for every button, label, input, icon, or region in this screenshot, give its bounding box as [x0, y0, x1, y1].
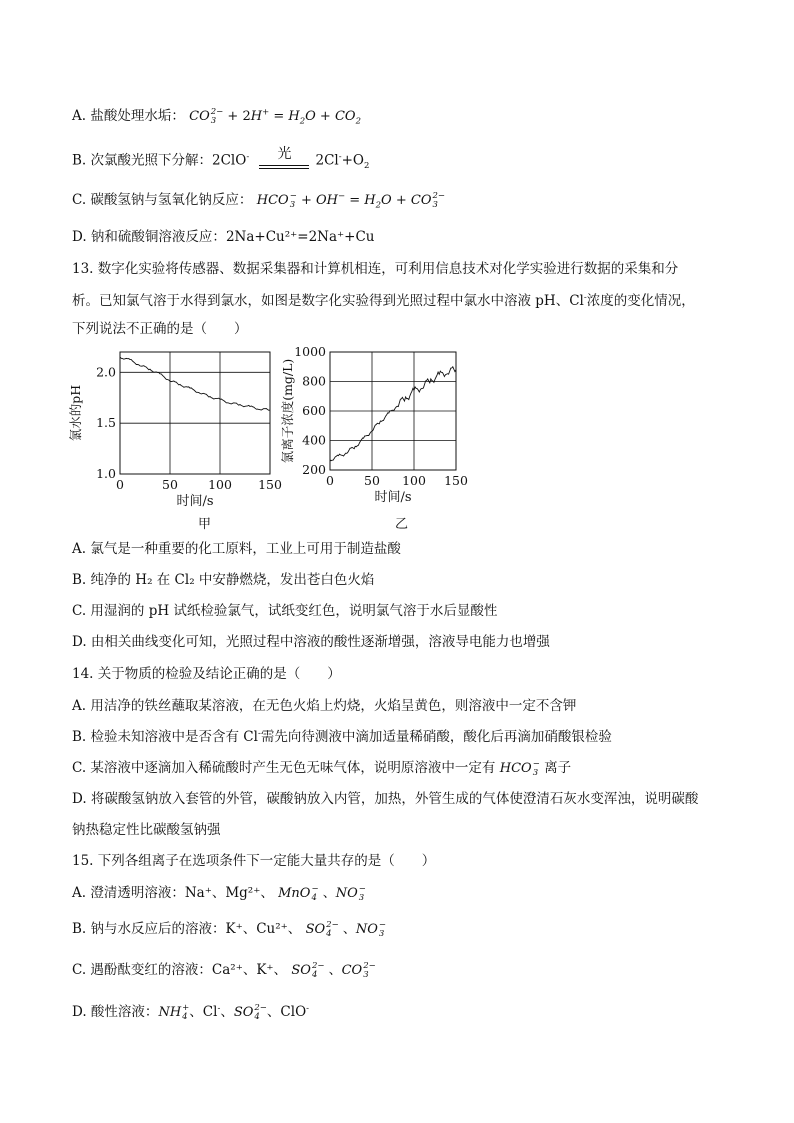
x-tick-label: 150	[444, 473, 468, 488]
option-label: D. 钠和硫酸铜溶液反应：	[72, 229, 226, 245]
x-axis-label: 时间/s	[176, 494, 214, 509]
q14-option-c: C. 某溶液中逐滴加入稀硫酸时产生无色无味气体，说明原溶液中一定有 HCO − 3 离子	[72, 758, 572, 778]
equation-c: HCO − 3 + $OH^- = H_2O$ + CO 2− 3	[256, 190, 446, 211]
ammonium-ion: NH + 4	[158, 1002, 190, 1022]
chart-ph-svg	[68, 343, 288, 533]
ion-list-b: SO 2− 4 、NO − 3	[305, 919, 386, 939]
y-tick-label: 1.0	[96, 466, 116, 481]
q13-option-b: B. 纯净的 H₂ 在 Cl₂ 中安静燃烧，发出苍白色火焰	[72, 572, 375, 588]
y-tick-label: 1000	[294, 344, 326, 359]
sulfate-ion: SO 2− 4	[233, 1002, 267, 1022]
ion-list-c: SO 2− 4 、CO 2− 3	[291, 960, 376, 980]
y-tick-label: 200	[302, 462, 326, 477]
ion-list-a: MnO − 4 、NO − 3	[278, 883, 366, 903]
x-tick-label: 50	[364, 473, 380, 488]
q12-option-c	[72, 191, 445, 210]
q14-option-b: B. 检验未知溶液中是否含有 Cl-需先向待测液中滴加适量稀硝酸，酸化后再滴加硝酸银检验	[72, 728, 612, 745]
q15-option-c: C. 遇酚酞变红的溶液：Ca²⁺、K⁺、 SO 2− 4 、CO 2− 3	[72, 960, 376, 980]
q13-stem-line3: 下列说法不正确的是（ ）	[72, 321, 248, 337]
chart-chloride-caption: 乙	[395, 517, 409, 532]
chart-chloride	[280, 343, 480, 533]
q14-stem: 14. 关于物质的检验及结论正确的是（ ）	[72, 666, 341, 682]
plot-frame	[120, 352, 270, 474]
y-tick-label: 600	[302, 403, 326, 418]
q14-option-d-line2: 钠热稳定性比碳酸氢钠强	[72, 822, 221, 838]
chart-ph	[68, 343, 288, 533]
y-tick-label: 400	[302, 432, 326, 448]
chart-chloride-svg	[280, 343, 480, 533]
q14-option-d-line1: D. 将碳酸氢钠放入套管的外管，碳酸钠放入内管，加热，外管生成的气体使澄清石灰水变浑浊，说明碳酸	[72, 791, 699, 807]
q13-option-c: C. 用湿润的 pH 试纸检验氯气，试纸变红色，说明氯气溶于水后显酸性	[72, 603, 498, 619]
x-tick-label: 0	[326, 473, 334, 488]
q12-option-a	[72, 107, 361, 126]
y-tick-label: 800	[302, 373, 326, 389]
x-tick-label: 100	[402, 473, 426, 488]
bicarbonate-ion: HCO − 3	[499, 758, 540, 778]
q15-stem: 15. 下列各组离子在选项条件下一定能大量共存的是（ ）	[72, 853, 436, 869]
y-tick-label: 1.5	[96, 415, 116, 431]
equation-a: CO 2− 3 + $2H^+ = H_2O + CO_2$	[189, 106, 361, 127]
q12-option-d	[72, 228, 374, 246]
equation-d: 2Na+Cu²⁺=2Na⁺+Cu	[225, 229, 375, 245]
option-label: C. 碳酸氢钠与氢氧化钠反应：	[72, 192, 253, 208]
q13-stem-line2: 析。已知氯气溶于水得到氯水，如图是数字化实验得到光照过程中氯水中溶液 pH、Cl-浓度的变化情况，	[72, 292, 695, 309]
q15-option-b: B. 钠与水反应后的溶液：K⁺、Cu²⁺、 SO 2− 4 、NO − 3	[72, 919, 386, 939]
q14-option-a: A. 用洁净的铁丝蘸取某溶液，在无色火焰上灼烧，火焰呈黄色，则溶液中一定不含钾	[72, 698, 577, 714]
x-tick-label: 0	[116, 477, 124, 492]
chart-ph-caption: 甲	[198, 517, 212, 532]
q12-option-b: B. 次氯酸光照下分解：2ClO- 光 $2Cl^-+O_2$	[72, 148, 369, 174]
light-condition-arrow: 光	[259, 148, 309, 174]
x-axis-label: 时间/s	[374, 490, 412, 505]
y-axis-label: 氯水的pH	[68, 384, 83, 442]
y-tick-label: 2.0	[96, 364, 116, 380]
y-axis-label: 氯离子浓度(mg/L)	[280, 358, 295, 464]
x-tick-label: 50	[162, 477, 178, 492]
data-series-line	[120, 357, 270, 410]
option-label: A. 盐酸处理水垢：	[72, 108, 185, 124]
q13-option-d: D. 由相关曲线变化可知，光照过程中溶液的酸性逐渐增强，溶液导电能力也增强	[72, 634, 550, 650]
data-series-line	[330, 367, 456, 461]
q15-option-d: D. 酸性溶液：NH + 4 、Cl-、SO 2− 4 、ClO-	[72, 1002, 310, 1022]
q13-option-a: A. 氯气是一种重要的化工原料，工业上可用于制造盐酸	[72, 541, 401, 557]
x-tick-label: 100	[208, 477, 232, 492]
q13-stem-line1: 13. 数字化实验将传感器、数据采集器和计算机相连，可利用信息技术对化学实验进行数据的采集和分	[72, 261, 679, 277]
option-label: B. 次氯酸光照下分解：2ClO	[72, 152, 247, 169]
q15-option-a: A. 澄清透明溶液：Na⁺、Mg²⁺、 MnO − 4 、NO − 3	[72, 883, 366, 903]
x-tick-label: 150	[258, 477, 282, 492]
